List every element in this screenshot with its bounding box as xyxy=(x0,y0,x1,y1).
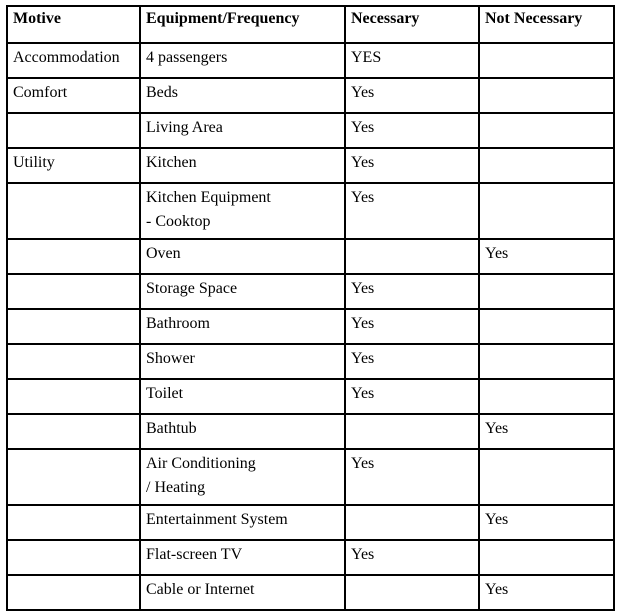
not-necessary-cell xyxy=(479,309,614,344)
necessary-cell: Yes xyxy=(345,78,479,113)
not-necessary-cell xyxy=(479,274,614,309)
necessary-cell: Yes xyxy=(345,274,479,309)
motive-cell: Comfort xyxy=(7,78,140,113)
table-row xyxy=(7,309,614,344)
not-necessary-cell: Yes xyxy=(479,505,614,540)
equipment-cell: Cable or Internet xyxy=(140,575,345,610)
necessary-cell: Yes xyxy=(345,449,479,505)
necessary-cell xyxy=(345,239,479,274)
motive-cell xyxy=(7,414,140,449)
table-row xyxy=(7,449,614,505)
table-row xyxy=(7,414,614,449)
header-motive: Motive xyxy=(7,6,140,43)
not-necessary-cell: Yes xyxy=(479,575,614,610)
table-row xyxy=(7,183,614,239)
motive-cell xyxy=(7,239,140,274)
motive-cell xyxy=(7,113,140,148)
necessary-cell: Yes xyxy=(345,344,479,379)
motive-cell xyxy=(7,540,140,575)
not-necessary-cell xyxy=(479,43,614,78)
motive-cell: Accommodation xyxy=(7,43,140,78)
motive-cell: Utility xyxy=(7,148,140,183)
table-row xyxy=(7,540,614,575)
equipment-cell: Kitchen xyxy=(140,148,345,183)
not-necessary-cell xyxy=(479,540,614,575)
not-necessary-cell xyxy=(479,449,614,505)
equipment-cell: 4 passengers xyxy=(140,43,345,78)
equipment-cell: Beds xyxy=(140,78,345,113)
not-necessary-cell xyxy=(479,78,614,113)
table-row xyxy=(7,575,614,610)
equipment-cell: Bathtub xyxy=(140,414,345,449)
table-row xyxy=(7,113,614,148)
not-necessary-cell xyxy=(479,113,614,148)
table-row xyxy=(7,43,614,78)
not-necessary-cell xyxy=(479,379,614,414)
motive-cell xyxy=(7,344,140,379)
table-row xyxy=(7,344,614,379)
necessary-cell: Yes xyxy=(345,113,479,148)
necessary-cell: Yes xyxy=(345,379,479,414)
equipment-cell: Shower xyxy=(140,344,345,379)
equipment-cell: Oven xyxy=(140,239,345,274)
equipment-cell: Bathroom xyxy=(140,309,345,344)
motive-cell xyxy=(7,505,140,540)
necessary-cell xyxy=(345,505,479,540)
equipment-table xyxy=(6,5,615,611)
equipment-cell: Entertainment System xyxy=(140,505,345,540)
header-necessary: Necessary xyxy=(345,6,479,43)
not-necessary-cell xyxy=(479,344,614,379)
equipment-cell: Living Area xyxy=(140,113,345,148)
not-necessary-cell: Yes xyxy=(479,239,614,274)
table-row xyxy=(7,505,614,540)
necessary-cell xyxy=(345,414,479,449)
necessary-cell: Yes xyxy=(345,183,479,239)
table-header-row xyxy=(7,6,614,43)
equipment-cell: Storage Space xyxy=(140,274,345,309)
necessary-cell: Yes xyxy=(345,309,479,344)
table-row xyxy=(7,78,614,113)
motive-cell xyxy=(7,449,140,505)
motive-cell xyxy=(7,575,140,610)
table-row xyxy=(7,274,614,309)
necessary-cell xyxy=(345,575,479,610)
header-equipment-frequency: Equipment/Frequency xyxy=(140,6,345,43)
motive-cell xyxy=(7,379,140,414)
not-necessary-cell xyxy=(479,148,614,183)
motive-cell xyxy=(7,183,140,239)
equipment-cell: Kitchen Equipment - Cooktop xyxy=(140,183,345,239)
not-necessary-cell: Yes xyxy=(479,414,614,449)
necessary-cell: YES xyxy=(345,43,479,78)
table-row xyxy=(7,379,614,414)
equipment-table-container xyxy=(6,5,613,611)
table-row xyxy=(7,239,614,274)
necessary-cell: Yes xyxy=(345,540,479,575)
necessary-cell: Yes xyxy=(345,148,479,183)
motive-cell xyxy=(7,274,140,309)
equipment-cell: Toilet xyxy=(140,379,345,414)
table-body xyxy=(7,43,614,610)
table-row xyxy=(7,148,614,183)
not-necessary-cell xyxy=(479,183,614,239)
motive-cell xyxy=(7,309,140,344)
equipment-cell: Flat-screen TV xyxy=(140,540,345,575)
equipment-cell: Air Conditioning / Heating xyxy=(140,449,345,505)
header-not-necessary: Not Necessary xyxy=(479,6,614,43)
